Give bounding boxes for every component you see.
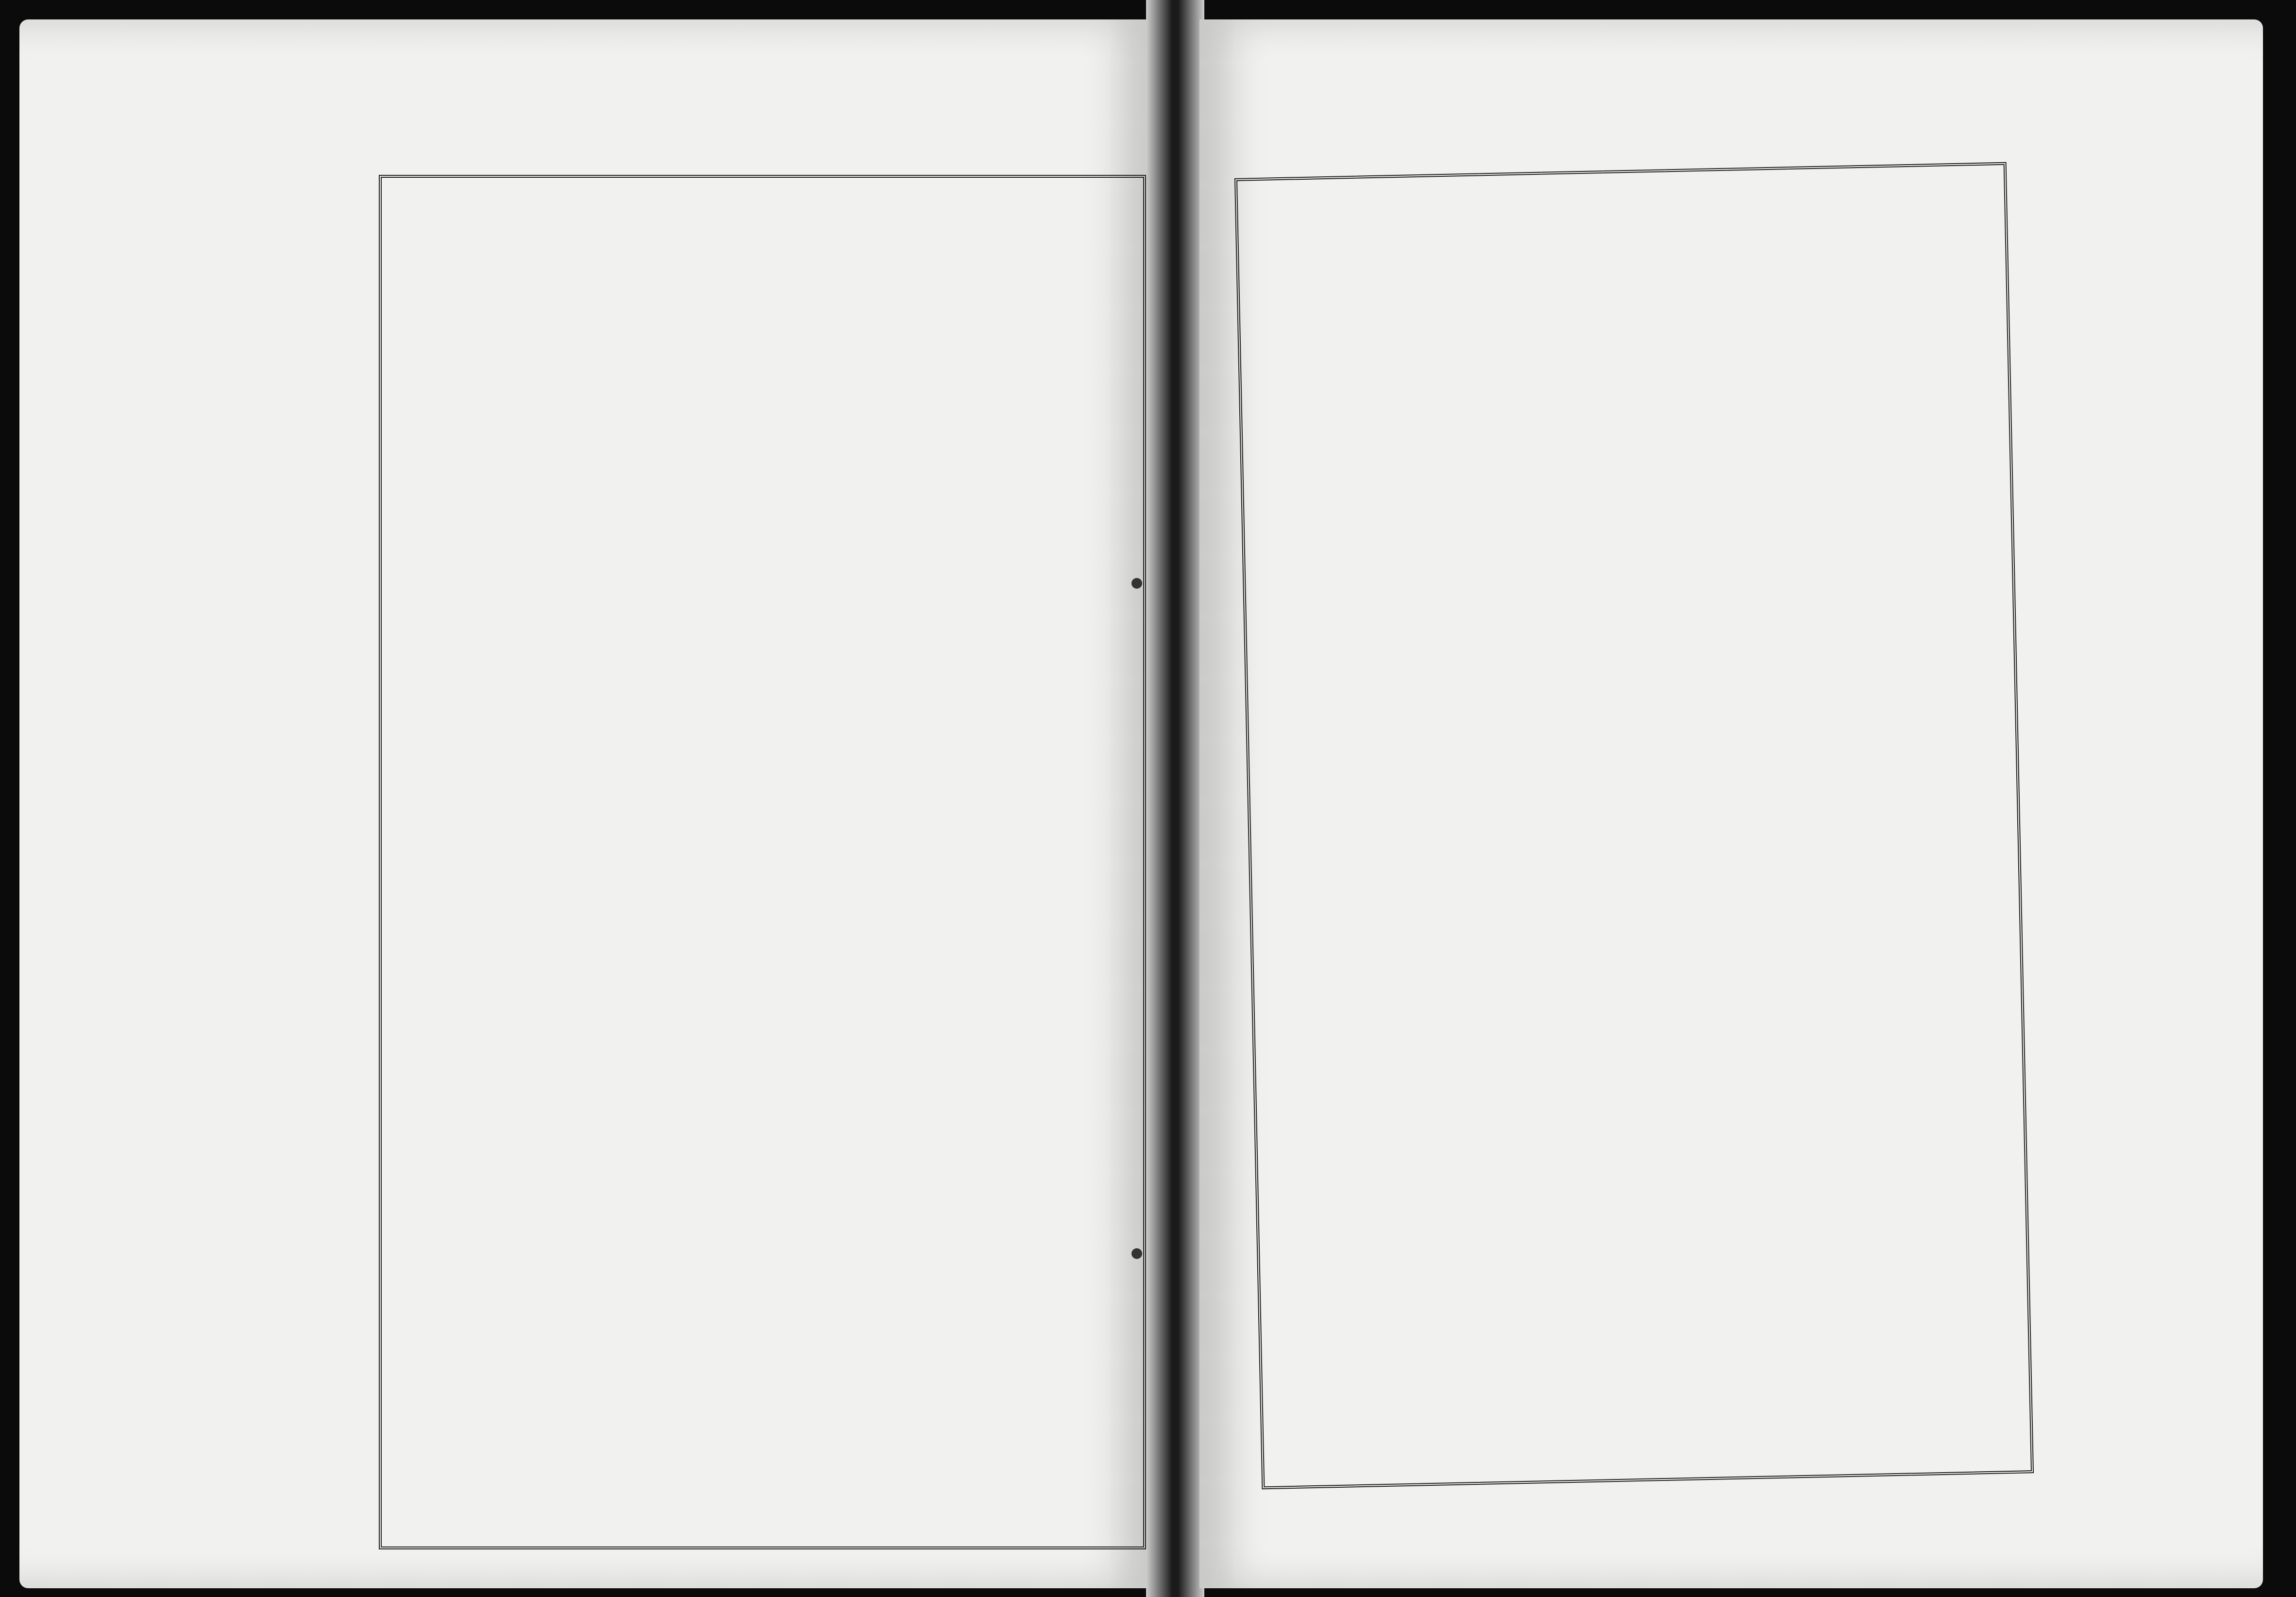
left-page-text-frame (379, 175, 1146, 1549)
right-page-text (1257, 182, 1985, 197)
left-page (19, 19, 1151, 1588)
stitch-hole-icon (1131, 1248, 1142, 1259)
stitch-hole-icon (1131, 578, 1142, 589)
book-spine (1146, 0, 1204, 1597)
library-watermark-icon (1549, 787, 1840, 845)
right-page (1199, 19, 2263, 1588)
